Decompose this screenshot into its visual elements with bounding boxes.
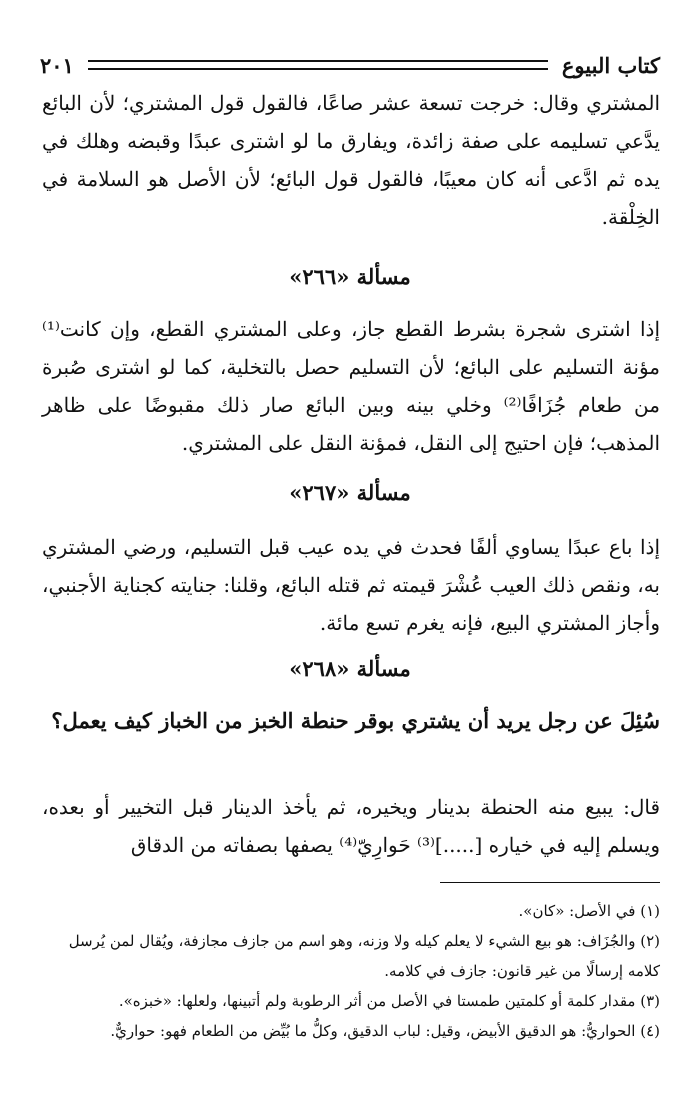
paragraph-issue-267: إذا باع عبدًا يساوي ألفًا فحدث في يده عيب قبل التسليم، ورضي المشتري به، ونقص ذلك العيب عُشْرَ قيمته ثم قتله البائع، وقلنا: جنايته كجناية الأجنبي، وأجاز المشتري البيع، فإنه يغرم تسع مائة. xyxy=(42,535,660,635)
question-paragraph: سُئِلَ عن رجل يريد أن يشتري بوقر حنطة الخبز من الخباز كيف يعمل؟ xyxy=(51,708,660,733)
page-header xyxy=(40,48,660,82)
footnote-1: (١) في الأصل: «كان». xyxy=(518,902,660,920)
issue-heading-267: مسألة «٢٦٧» xyxy=(289,480,411,505)
footnote-4: (٤) الحواريُّ: هو الدقيق الأبيض، وقيل: لباب الدقيق، وكلُّ ما بُيِّض من الطعام فهو: حواريٌّ. xyxy=(110,1022,660,1040)
issue-heading-266: مسألة «٢٦٦» xyxy=(289,264,411,289)
footnote-2: (٢) والجُزَاف: هو بيع الشيء لا يعلم كيله ولا وزنه، وهو اسم من جازف مجازفة، ويُقال لمن يُرسل كلامه إرسالًا من غير قانون: جازف في كلامه. xyxy=(68,932,660,980)
paragraph-issue-266: إذا اشترى شجرة بشرط القطع جاز، وعلى المشتري القطع، وإن كانت⁽¹⁾ مؤنة التسليم على البائع؛ لأن التسليم حصل بالتخلية، كما لو اشترى صُبرة من طعام جُزَافًا⁽²⁾ وخلي بينه وبين البائع صار ذلك مقبوضًا على ظاهر المذهب؛ فإن احتيج إلى النقل، فمؤنة النقل على المشتري. xyxy=(42,317,660,455)
footnotes-section xyxy=(42,896,660,1046)
footnote-3: (٣) مقدار كلمة أو كلمتين طمستا في الأصل من أثر الرطوبة ولم أتبينها، ولعلها: «خبزه». xyxy=(118,992,660,1010)
paragraph-continued: المشتري وقال: خرجت تسعة عشر صاعًا، فالقول قول المشتري؛ لأن البائع يدَّعي تسليمه على صفة زائدة، ويفارق ما لو اشترى عبدًا وقبضه وهلك في يده ثم ادَّعى أنه كان معيبًا، فالقول قول البائع؛ لأن الأصل هو السلامة في الخِلْقة. xyxy=(42,91,660,229)
issue-heading-268: مسألة «٢٦٨» xyxy=(289,656,411,681)
book-title: كتاب البيوع xyxy=(561,52,660,78)
footnote-separator xyxy=(440,882,660,883)
answer-paragraph: قال: يبيع منه الحنطة بدينار ويخيره، ثم يأخذ الدينار قبل التخيير أو بعده، ويسلم إليه في خياره [.....]⁽³⁾ حَوارِيّ⁽⁴⁾ يصفها بصفاته من الدقاق xyxy=(42,795,660,857)
header-rule xyxy=(88,60,548,70)
page-number: ٢٠١ xyxy=(40,52,74,78)
